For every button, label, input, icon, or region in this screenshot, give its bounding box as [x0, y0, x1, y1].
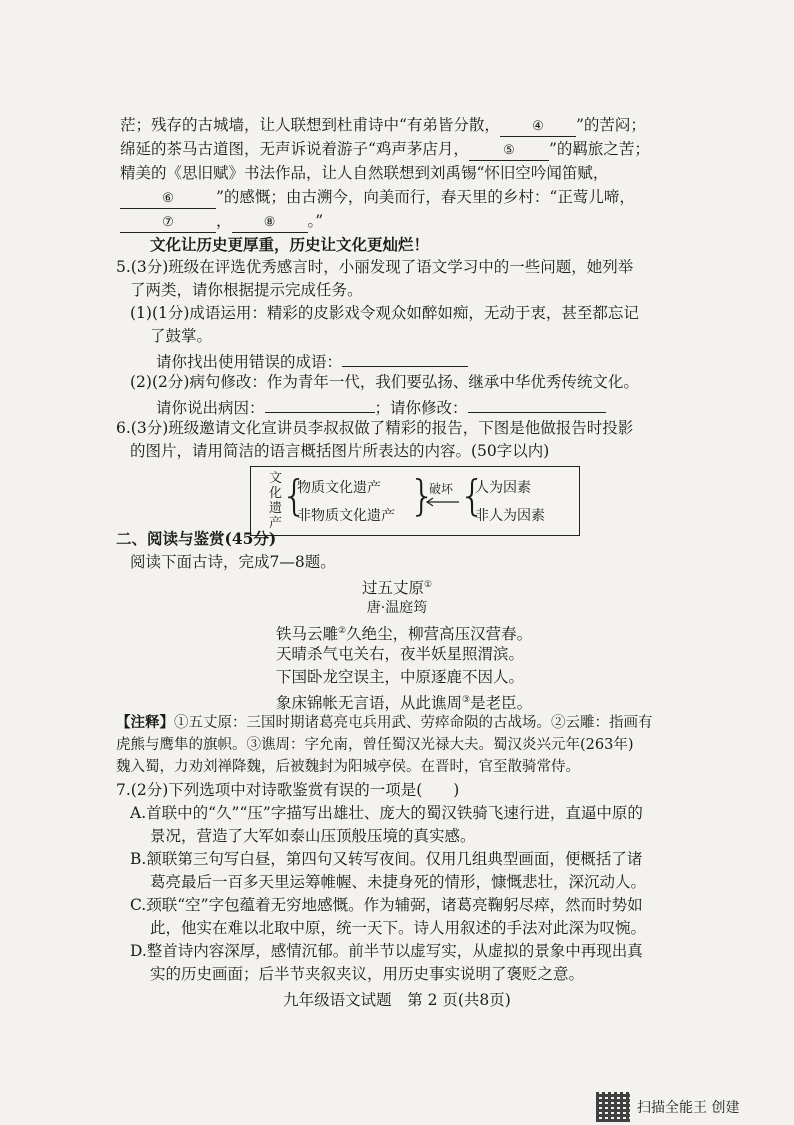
- blank-8[interactable]: ⑧: [232, 214, 308, 233]
- right-brace: {: [459, 471, 486, 520]
- blank-4[interactable]: ④: [500, 118, 576, 137]
- q7-option-c-1[interactable]: C.颈联“空”字包蕴着无穷地感慨。作为辅弼，诸葛亮鞠躬尽瘁，然而时势如: [130, 896, 643, 914]
- q7-option-b-1[interactable]: B.颔联第三句写白昼，第四句又转写夜间。仅用几组典型画面，便概括了诸: [130, 850, 643, 868]
- middle-brace: }: [409, 471, 436, 520]
- section-2-title: 二、阅读与鉴赏(45分): [116, 529, 277, 548]
- poem-line-2: 天晴杀气屯关右，夜半妖星照渭滨。: [276, 645, 525, 663]
- passage-line-3: 精美的《思旧赋》书法作品，让人自然联想到刘禹锡“怀旧空吟闻笛赋，: [120, 164, 609, 182]
- passage-line-4: ⑥ ”的感慨；由古溯今，向美而行，春天里的乡村：“正莺儿啼，: [120, 186, 635, 209]
- q6-stem-2: 的图片，请用简洁的语言概括图片所表达的内容。(50字以内): [130, 442, 550, 460]
- notes-line-1: 【注释】①五丈原：三国时期诸葛亮屯兵用武、劳瘁命陨的古战场。②云雕：指画有: [116, 714, 653, 731]
- q7-option-a-2: 景况，营造了大军如泰山压顶般压境的真实感。: [150, 827, 476, 845]
- nonhuman-factor: 非人为因素: [475, 508, 545, 524]
- answer-line-fix[interactable]: [468, 394, 606, 413]
- q6-stem-1: 6.(3分)班级邀请文化宣讲员李叔叔做了精彩的报告，下图是他做报告时投影: [116, 419, 634, 437]
- passage-line-5: ⑦ ， ⑧ 。”: [120, 210, 323, 233]
- q7-option-b-2: 葛亮最后一百多天里运筹帷幄、未捷身死的情形，慷慨悲壮，深沉动人。: [150, 873, 647, 891]
- left-arrow-icon: [425, 497, 461, 507]
- answer-line-idiom[interactable]: [342, 348, 468, 367]
- blank-5[interactable]: ⑤: [469, 142, 549, 161]
- heritage-diagram: [250, 466, 580, 536]
- passage-closing: 文化让历史更厚重，历史让文化更灿烂！: [150, 235, 430, 254]
- q5-sub1-a: (1)(1分)成语运用：精彩的皮影戏令观众如醉如痴，无动于衷，甚至都忘记: [130, 304, 639, 322]
- q5-stem-1: 5.(3分)班级在评选优秀感言时，小丽发现了语文学习中的一些问题，她列举: [116, 258, 634, 276]
- poem-line-1: 铁马云雕②久绝尘，柳营高压汉营春。: [276, 625, 533, 644]
- qr-code-icon: [596, 1092, 630, 1122]
- diagram-vertical-label: 文 化 遗 产: [269, 471, 283, 531]
- arrow-label: 破坏: [429, 482, 454, 496]
- answer-line-cause[interactable]: [265, 394, 375, 413]
- human-factor: 人为因素: [475, 480, 531, 496]
- notes-line-2: 虎熊与鹰隼的旗帜。③谯周：字允南，曾任蜀汉光禄大夫。蜀汉炎兴元年(263年): [116, 737, 634, 753]
- poem-author: 唐·温庭筠: [366, 600, 428, 616]
- passage-line-2: 绵延的茶马古道图，无声诉说着游子“鸡声茅店月， ⑤ ”的羁旅之苦；: [120, 138, 650, 161]
- blank-6[interactable]: ⑥: [120, 190, 216, 209]
- q5-sub2-a: (2)(2分)病句修改：作为青年一代，我们要弘扬、继承中华优秀传统文化。: [130, 373, 639, 391]
- passage-line-1: 茫；残存的古城墙，让人联想到杜甫诗中“有弟皆分散， ④ ”的苦闷；: [120, 114, 646, 137]
- poem-title: 过五丈原①: [361, 579, 433, 598]
- q5-stem-2: 了两类，请你根据提示完成任务。: [130, 281, 363, 299]
- left-brace: {: [281, 471, 308, 520]
- q5-sub1-b: 了鼓掌。: [150, 327, 213, 345]
- q7-option-a-1[interactable]: A.首联中的“久”“压”字描写出雄壮、庞大的蜀汉铁骑飞速行进，直逼中原的: [130, 804, 643, 822]
- material-heritage: 物质文化遗产: [297, 480, 381, 496]
- scanner-watermark: 扫描全能王 创建: [637, 1100, 740, 1116]
- section-2-intro: 阅读下面古诗，完成7—8题。: [130, 553, 336, 571]
- q7-option-c-2: 此，他实在难以北取中原，统一天下。诗人用叙述的手法对此深为叹惋。: [150, 919, 647, 937]
- q7-option-d-2: 实的历史画面；后半节夹叙夹议，用历史事实说明了褒贬之意。: [150, 965, 585, 983]
- q7-stem: 7.(2分)下列选项中对诗歌鉴赏有误的一项是( ): [116, 781, 460, 799]
- poem-line-4: 象床锦帐无言语，从此谯周③是老臣。: [276, 694, 533, 713]
- q7-option-d-1[interactable]: D.整首诗内容深厚，感情沉郁。前半节以虚写实，从虚拟的景象中再现出真: [130, 942, 643, 960]
- blank-7[interactable]: ⑦: [120, 214, 216, 233]
- q5-sub1-c: 请你找出使用错误的成语：: [156, 348, 468, 373]
- page-footer: 九年级语文试题 第 2 页(共8页): [283, 991, 511, 1009]
- poem-line-3: 下国卧龙空误主，中原逐鹿不因人。: [276, 668, 525, 686]
- q5-sub2-b: 请你说出病因： ；请你修改：: [156, 394, 606, 419]
- nonmaterial-heritage: 非物质文化遗产: [297, 508, 395, 524]
- notes-line-3: 魏入蜀，力劝刘禅降魏，后被魏封为阳城亭侯。在晋时，官至散骑常侍。: [116, 759, 580, 775]
